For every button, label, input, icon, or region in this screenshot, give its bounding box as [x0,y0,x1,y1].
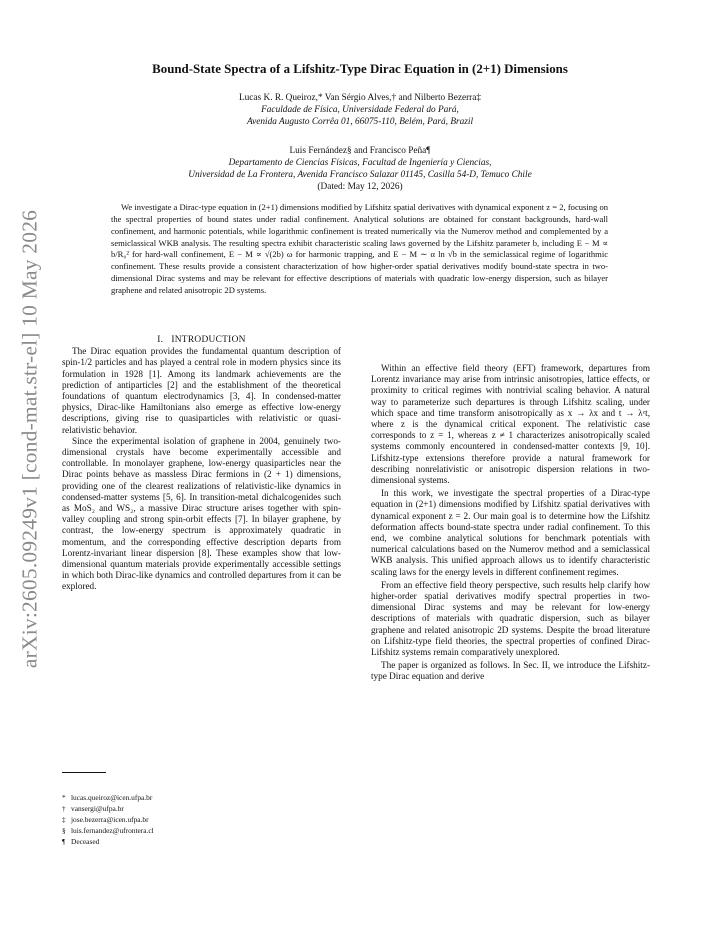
section-heading [62,335,341,346]
footnote [62,814,341,825]
footnote [62,836,341,847]
footnote-mark: † [62,804,66,814]
intro-paragraph-1: The Dirac equation provides the fundamental quantum description of spin-1/2 particles and has played a central role in modern physics since its formulation in 1928 [1]. Among its landmark achievements are the prediction of antiparticles [2] and the establishment of the theoretical foundations of quantum electrodynamics [3, 4]. In condensed-matter physics, Dirac-like Hamiltonians also emerge as effective low-energy descriptions, giving rise to quasiparticles with relativistic or quasi-relativistic behavior. [62,346,341,435]
intro-paragraph-5: From an effective field theory perspective, such results help clarify how higher-order spatial derivatives modify spectral properties in two-dimensional Dirac systems and may be relevant for low-energy descriptions of materials with quadratic dispersion, such as bilayer graphene and related anisotropic 2D systems. Despite the broad literature on Lifshitz-type field theories, the spectral properties of confined Dirac-Lifshitz systems remain comparatively unexplored. [371,579,650,658]
intro-paragraph-2: Since the experimental isolation of graphene in 2004, genuinely two-dimensional crystals have become experimentally accessible and controllable. In monolayer graphene, low-energy quasiparticles near the Dirac points behave as massless Dirac fermions in (2 + 1) dimensions, providing one of the clearest realizations of relativistic-like dynamics in condensed-matter systems [5, 6]. In transition-metal dichalcogenides such as MoS₂ and WS₂, a massive Dirac structure arises together with spin-valley coupling and strong spin-orbit effects [7]. In bilayer graphene, by contrast, the low-energy spectrum is approximately quadratic in momentum, and the corresponding effective description departs from Lorentz-invariant linear dispersion [8]. These examples show that low-dimensional quantum materials provide experimentally accessible settings in which both Dirac-like dynamics and controlled departures from it can be explored. [62,435,341,592]
footnotes [62,792,341,847]
footnote-text: vansergi@ufpa.br [71,804,124,814]
affiliation-1-line-1: Faculdade de Física, Universidade Federal do Pará, [261,105,459,115]
footnote-mark: ‡ [62,815,66,825]
affiliation-1-line-2: Avenida Augusto Corrêa 01, 66075-110, Belém, Pará, Brazil [246,117,474,127]
author-list-1: Lucas K. R. Queiroz,* Van Sérgio Alves,† and Nilberto Bezerra‡ [238,93,482,103]
abstract-text: We investigate a Dirac-type equation in (2+1) dimensions modified by Lifshitz spatial derivatives with dynamical exponent z = 2, focusing on the spectral properties of bound states under radial confinement. Analytical solutions are obtained for constant backgrounds, hard-wall confinement, and harmonic potentials, while logarithmic confinement is treated numerically via the Numerov method and complemented by a semiclassical WKB analysis. The resulting spectra exhibit characteristic scaling laws governed by the Lifshitz parameter b, including E − M ∝ b/R₀² for hard-wall confinement, E − M ∝ √(2b) ω for harmonic trapping, and E − M ∼ α ln √b in the semiclassical regime of logarithmic confinement. These results provide a consistent characterization of how higher-order spatial derivatives modify bound-state spectra in two-dimensional Dirac systems and may be relevant for effective descriptions of materials with quadratic low-energy dispersion, such as bilayer graphene and related anisotropic 2D systems. [111,202,608,295]
footnote-mark: § [62,826,66,836]
date-line: (Dated: May 12, 2026) [317,182,403,192]
affiliation-2-line-2: Universidad de La Frontera, Avenida Francisco Salazar 01145, Casilla 54-D, Temuco Chile [188,170,532,180]
arxiv-identifier-stamp [12,209,48,669]
footnote-text: Deceased [71,837,100,847]
footnote-text: jose.bezerra@icen.ufpa.br [71,815,149,825]
right-column [371,363,650,683]
left-column [62,335,341,593]
author-list-2: Luis Fernández§ and Francisco Peña¶ [289,146,431,156]
footnote-mark: ¶ [62,837,66,847]
footnote-text: luis.fernandez@ufrontera.cl [71,826,154,836]
footnote-text: lucas.queiroz@icen.ufpa.br [71,793,153,802]
affiliation-2-line-1: Departamento de Ciencias Físicas, Facultad de Ingeniería y Ciencias, [228,158,492,168]
intro-paragraph-4: In this work, we investigate the spectral properties of a Dirac-type equation in (2+1) dimensions modified by Lifshitz spatial derivatives with dynamical exponent z = 2. Our main goal is to determine how the Lifshitz deformation affects bound-state spectra under radial confinement. To this end, we combine analytical solutions for benchmark potentials with numerical calculations based on the Numerov method and a semiclassical WKB analysis. This unified approach allows us to identify characteristic scaling laws for the energy levels in different confinement regimes. [371,488,650,577]
section-title: INTRODUCTION [171,335,246,345]
footnote [62,803,341,814]
arxiv-identifier-text: arXiv:2605.09249v1 [cond-mat.str-el] 10 May 2026 [17,209,42,669]
abstract [111,202,608,297]
intro-paragraph-6: The paper is organized as follows. In Sec. II, we introduce the Lifshitz-type Dirac equation and derive [371,660,650,682]
paper-title: Bound-State Spectra of a Lifshitz-Type Dirac Equation in (2+1) Dimensions [152,62,568,76]
footnote-mark: * [62,793,66,802]
footnote-rule [62,772,106,773]
footnote [62,825,341,836]
footnote [62,792,341,803]
section-number: I. [157,335,164,345]
intro-paragraph-3: Within an effective field theory (EFT) framework, departures from Lorentz invariance may arise from intrinsic anisotropies, lattice effects, or proximity to critical regimes with nontrivial scaling behavior. A natural way to parameterize such departures is through Lifshitz scaling, under which space and time transform anisotropically as x → λx and t → λᶻt, where z is the dynamical critical exponent. The relativistic case corresponds to z = 1, whereas z ≠ 1 characterizes anisotropically scaled systems commonly encountered in condensed-matter contexts [9, 10]. Lifshitz-type extensions therefore provide a natural framework for describing nonrelativistic or anisotropic dispersion relations in two-dimensional systems. [371,363,650,486]
